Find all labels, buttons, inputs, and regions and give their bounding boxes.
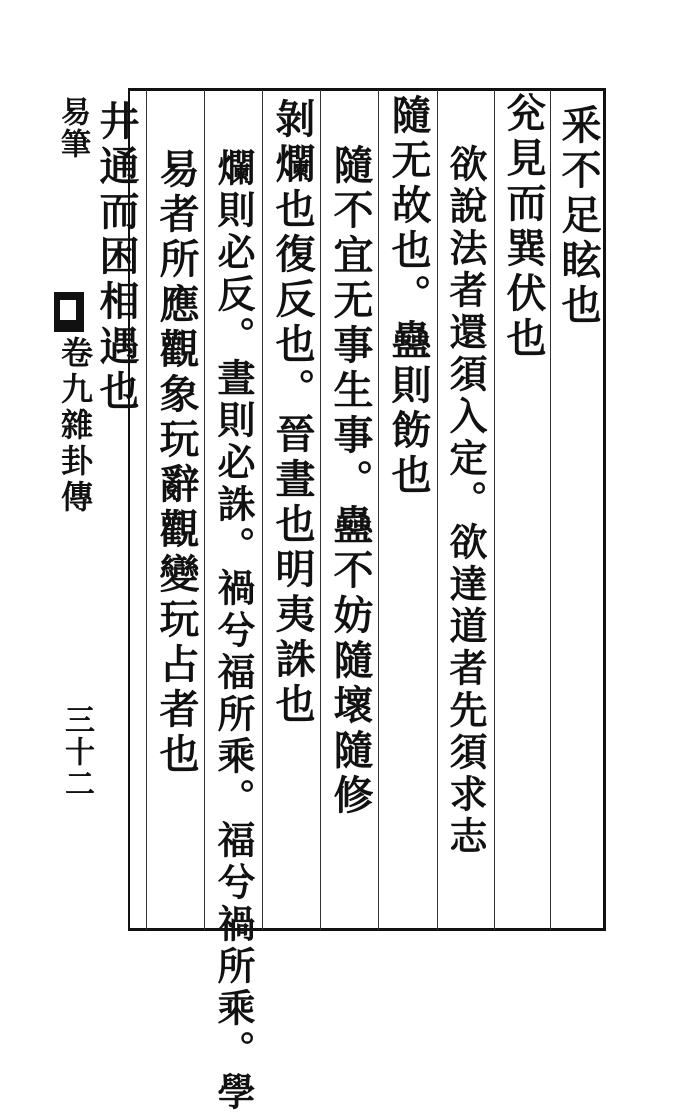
text-column-2: 兊見而巽伏也 xyxy=(500,92,547,362)
text-column-5: 隨不宜无事生事。蠱不妨隨壞隨修 xyxy=(327,144,374,819)
text-column-3: 欲說法者還須入定。欲達道者先須求志 xyxy=(443,144,488,858)
margin-book-title: 易筆 xyxy=(55,96,90,160)
frame-top-line xyxy=(128,88,606,91)
text-column-6: 剝爛也復反也。晉晝也明夷誅也 xyxy=(269,98,316,728)
column-divider xyxy=(146,90,147,930)
text-column-7: 爛則必反。晝則必誅。禍兮福所乘。福兮禍所乘。學 xyxy=(211,148,256,1114)
text-column-4: 隨无故也。蠱則飭也 xyxy=(385,94,432,499)
column-divider xyxy=(204,90,205,930)
frame-right-line xyxy=(603,88,606,930)
column-divider xyxy=(320,90,321,930)
margin-page-number: 三十二 xyxy=(59,704,94,800)
column-divider xyxy=(550,90,551,930)
column-divider xyxy=(378,90,379,930)
column-divider xyxy=(437,90,438,930)
text-column-1: 釆不足眩也 xyxy=(555,104,602,329)
column-divider xyxy=(262,90,263,930)
frame-bottom-line xyxy=(128,928,606,931)
column-divider xyxy=(494,90,495,930)
fish-tail-mark-inner xyxy=(60,300,76,320)
margin-chapter-title: 卷九雜卦傳 xyxy=(56,336,94,516)
text-column-8: 易者所應觀象玩辭觀變玩占者也 xyxy=(153,148,200,778)
text-column-9: 井通而困相遇也 xyxy=(93,100,140,415)
